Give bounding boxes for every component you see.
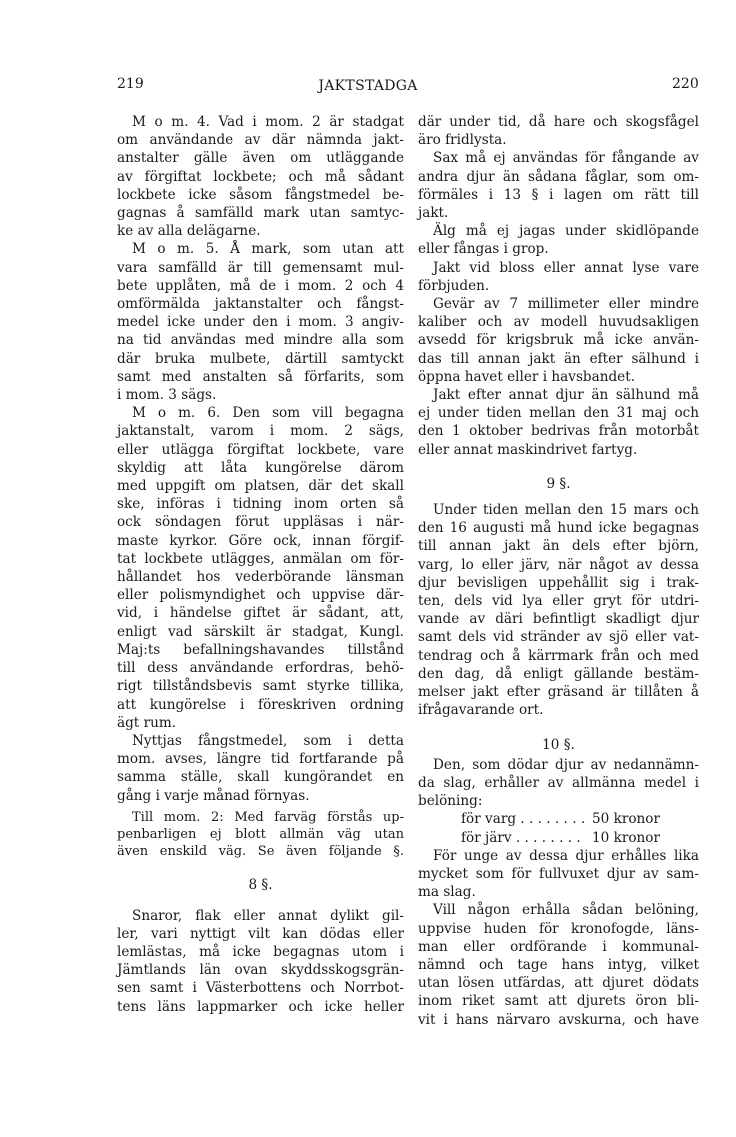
text-line: Sax må ej användas för fångande av	[433, 150, 699, 167]
text-line: Jakt efter annat djur än sälhund må	[433, 387, 699, 404]
text-line: ten, dels vid lya eller gryt för utdri-	[418, 593, 699, 610]
text-line: eller polismyndighet och uppvise där-	[117, 587, 404, 604]
text-line: djur bevisligen uppehållit sig i trak-	[418, 574, 699, 591]
paragraph-alg	[418, 222, 699, 258]
text-line: om användande av där nämnda jakt-	[117, 132, 404, 149]
text-line: melser jakt efter gräsand är tillåten å	[418, 684, 699, 701]
left-column	[117, 113, 404, 1016]
text-line: samt dels vid stränder av sjö eller vat-	[418, 629, 699, 646]
paragraph-gevar	[418, 295, 699, 386]
text-line: ägt rum.	[117, 714, 177, 731]
reward-animal: för järv . . . . . . . .	[461, 829, 581, 846]
text-line: omförmälda jaktanstalter och fångst-	[117, 296, 404, 313]
text-line: maste kyrkor. Göre ock, innan förgif-	[117, 532, 404, 549]
text-line: av förgiftat lockbete; och må sådant	[117, 168, 404, 185]
reward-amount: 50 kronor	[592, 811, 660, 828]
text-line: das till annan jakt än efter sälhund i	[418, 350, 699, 367]
text-line: ifrågavarande ort.	[418, 702, 544, 719]
text-line: man eller ordförande i kommunal-	[418, 938, 699, 955]
paragraph-fridlysta	[418, 113, 699, 149]
text-line: För unge av dessa djur erhålles lika	[433, 847, 699, 864]
text-line: gång i varje månad förnyas.	[117, 787, 310, 804]
text-line: sen samt i Västerbottens och Norrbot-	[117, 980, 404, 997]
text-line: Älg må ej jagas under skidlöpande	[433, 223, 699, 240]
paragraph-sec9	[418, 501, 699, 719]
section-heading-9: 9 §.	[546, 475, 571, 492]
text-line: jakt.	[418, 205, 449, 222]
text-line: ock söndagen förut uppläsas i när-	[117, 514, 404, 531]
text-line: den dag, då enligt gällande bestäm-	[418, 665, 699, 682]
text-line: uppvise huden för kronofogde, läns-	[418, 920, 699, 937]
reward-animal: för varg . . . . . . . .	[461, 811, 586, 828]
text-line: Snaror, flak eller annat dylikt gil-	[132, 907, 404, 924]
text-line: vit i hans närvaro avskurna, och have	[418, 1011, 699, 1028]
reward-amount: 10 kronor	[592, 829, 660, 846]
paragraph-motorbat	[418, 386, 699, 459]
paragraph-mom5	[117, 240, 404, 404]
reward-table	[418, 810, 699, 846]
paragraph-sec10-young	[418, 847, 699, 902]
text-line: den 1 oktober bedrivas från motorbåt	[418, 423, 699, 440]
text-line: lemlästas, må icke begagnas utom i	[117, 943, 404, 960]
text-line: jaktanstalt, varom i mom. 2 sägs,	[117, 423, 404, 440]
text-line: i mom. 3 sägs.	[117, 387, 217, 404]
table-row	[461, 810, 699, 828]
text-line: andra djur än sådana fåglar, som om-	[418, 168, 699, 185]
footnote-mom2	[117, 809, 404, 861]
text-line: till annan jakt än dels efter björn,	[418, 538, 699, 555]
text-line: penbarligen ej blott allmän väg utan	[117, 826, 404, 842]
text-line: medel icke under den i mom. 3 angiv-	[117, 314, 404, 331]
text-line: mom. avses, längre tid fortfarande på	[117, 751, 404, 768]
right-column	[418, 113, 699, 1029]
text-line: tendrag och å kärrmark från och med	[418, 647, 699, 664]
text-line: mycket som för fullvuxet djur av sam-	[418, 865, 699, 882]
text-line: gagnas å samfälld mark utan samtyc-	[117, 205, 404, 222]
text-line: där bruka mulbete, därtill samtyckt	[117, 350, 404, 367]
table-row	[461, 829, 699, 847]
text-line: att kungörelse i föreskriven ordning	[117, 696, 404, 713]
text-line: da slag, erhåller av allmänna medel i	[418, 774, 699, 791]
paragraph-nyttjas	[117, 732, 404, 805]
text-line: na tid användas med mindre alla som	[117, 332, 404, 349]
text-line: bete upplåten, må de i mom. 2 och 4	[117, 277, 404, 294]
text-line: ke av alla delägarne.	[117, 223, 261, 240]
text-line: varg, lo eller järv, när något av dessa	[418, 556, 699, 573]
text-line: där under tid, då hare och skogsfågel	[418, 114, 699, 130]
paragraph-sec10-last	[418, 901, 699, 1028]
text-line: Vill någon erhålla sådan belöning,	[433, 902, 699, 919]
text-line: även enskild väg. Se även följande §.	[117, 844, 404, 860]
text-line: vande av däri befintligt skadligt djur	[418, 611, 699, 628]
text-line: samma ställe, skall kungörandet en	[117, 769, 404, 786]
running-title: JAKTSTADGA	[318, 78, 418, 94]
text-line: ej under tiden mellan den 31 maj och	[418, 405, 699, 422]
text-line: kaliber och av modell huvudsakligen	[418, 314, 699, 331]
text-line: nämnd och tage hans intyg, vilket	[418, 956, 699, 973]
paragraph-mom6	[117, 404, 404, 732]
text-line: Jämtlands län ovan skyddsskogsgrän-	[117, 962, 404, 979]
text-line: M o m. 4. Vad i mom. 2 är stadgat	[132, 114, 404, 130]
text-line: ler, vari nyttigt vilt kan dödas eller	[117, 925, 404, 942]
text-line: M o m. 5. Å mark, som utan att	[132, 241, 404, 258]
text-line: lockbete icke såsom fångstmedel be-	[117, 186, 404, 203]
paragraph-mom4	[117, 113, 404, 240]
text-line: till dess användande erfordras, behö-	[117, 660, 404, 677]
text-line: tat lockbete utlägges, anmälan om för-	[117, 550, 404, 567]
paragraph-sec10-intro	[418, 756, 699, 811]
text-line: inom riket samt att djurets öron bli-	[418, 993, 699, 1010]
text-line: Jakt vid bloss eller annat lyse vare	[433, 259, 699, 276]
paragraph-sax	[418, 149, 699, 222]
text-line: den 16 augusti må hund icke begagnas	[418, 520, 699, 537]
text-line: enligt vad särskilt är stadgat, Kungl.	[117, 623, 404, 640]
text-line: avsedd för krigsbruk må icke använ-	[418, 332, 699, 349]
paragraph-bloss	[418, 259, 699, 295]
text-line: förbjuden.	[418, 277, 490, 294]
text-line: Till mom. 2: Med farväg förstås up-	[132, 809, 404, 825]
text-line: äro fridlysta.	[418, 132, 507, 149]
text-line: hållandet hos vederbörande länsman	[117, 569, 404, 586]
text-line: Nyttjas fångstmedel, som i detta	[132, 732, 404, 749]
text-line: med uppgift om platsen, där det skall	[117, 478, 404, 495]
text-line: eller annat maskindrivet fartyg.	[418, 441, 638, 458]
page-number-left: 219	[117, 76, 144, 92]
text-line: Maj:ts befallningshavandes tillstånd	[117, 641, 404, 658]
text-line: utan lösen utfärdas, att djuret dödats	[418, 975, 699, 992]
section-heading-10: 10 §.	[542, 736, 575, 753]
text-line: vid, i händelse giftet är sådant, att,	[117, 605, 404, 622]
paragraph-sec8	[117, 907, 404, 1016]
text-line: M o m. 6. Den som vill begagna	[132, 405, 404, 422]
text-line: Gevär av 7 millimeter eller mindre	[433, 296, 699, 313]
text-line: eller fångas i grop.	[418, 241, 549, 258]
text-line: anstalter gälle även om utläggande	[117, 150, 404, 167]
text-line: öppna havet eller i havsbandet.	[418, 368, 636, 385]
text-line: vara samfälld är till gemensamt mul-	[117, 259, 404, 276]
text-line: Under tiden mellan den 15 mars och	[433, 502, 699, 519]
text-line: ske, införas i tidning inom orten så	[117, 496, 404, 513]
text-line: eller utlägga förgiftat lockbete, vare	[117, 441, 404, 458]
text-line: ma slag.	[418, 884, 476, 901]
page-number-right: 220	[672, 76, 699, 92]
text-line: skyldig att låta kungörelse därom	[117, 459, 404, 476]
text-line: rigt tillståndsbevis samt styrke tillika,	[117, 678, 404, 695]
text-line: Den, som dödar djur av nedannämn-	[433, 756, 699, 773]
text-line: förmäles i 13 § i lagen om rätt till	[418, 186, 699, 203]
text-line: tens läns lappmarker och icke heller	[117, 998, 404, 1015]
text-line: samt med anstalten så förfarits, som	[117, 368, 404, 385]
text-line: belöning:	[418, 793, 483, 810]
section-heading-8: 8 §.	[248, 877, 273, 894]
